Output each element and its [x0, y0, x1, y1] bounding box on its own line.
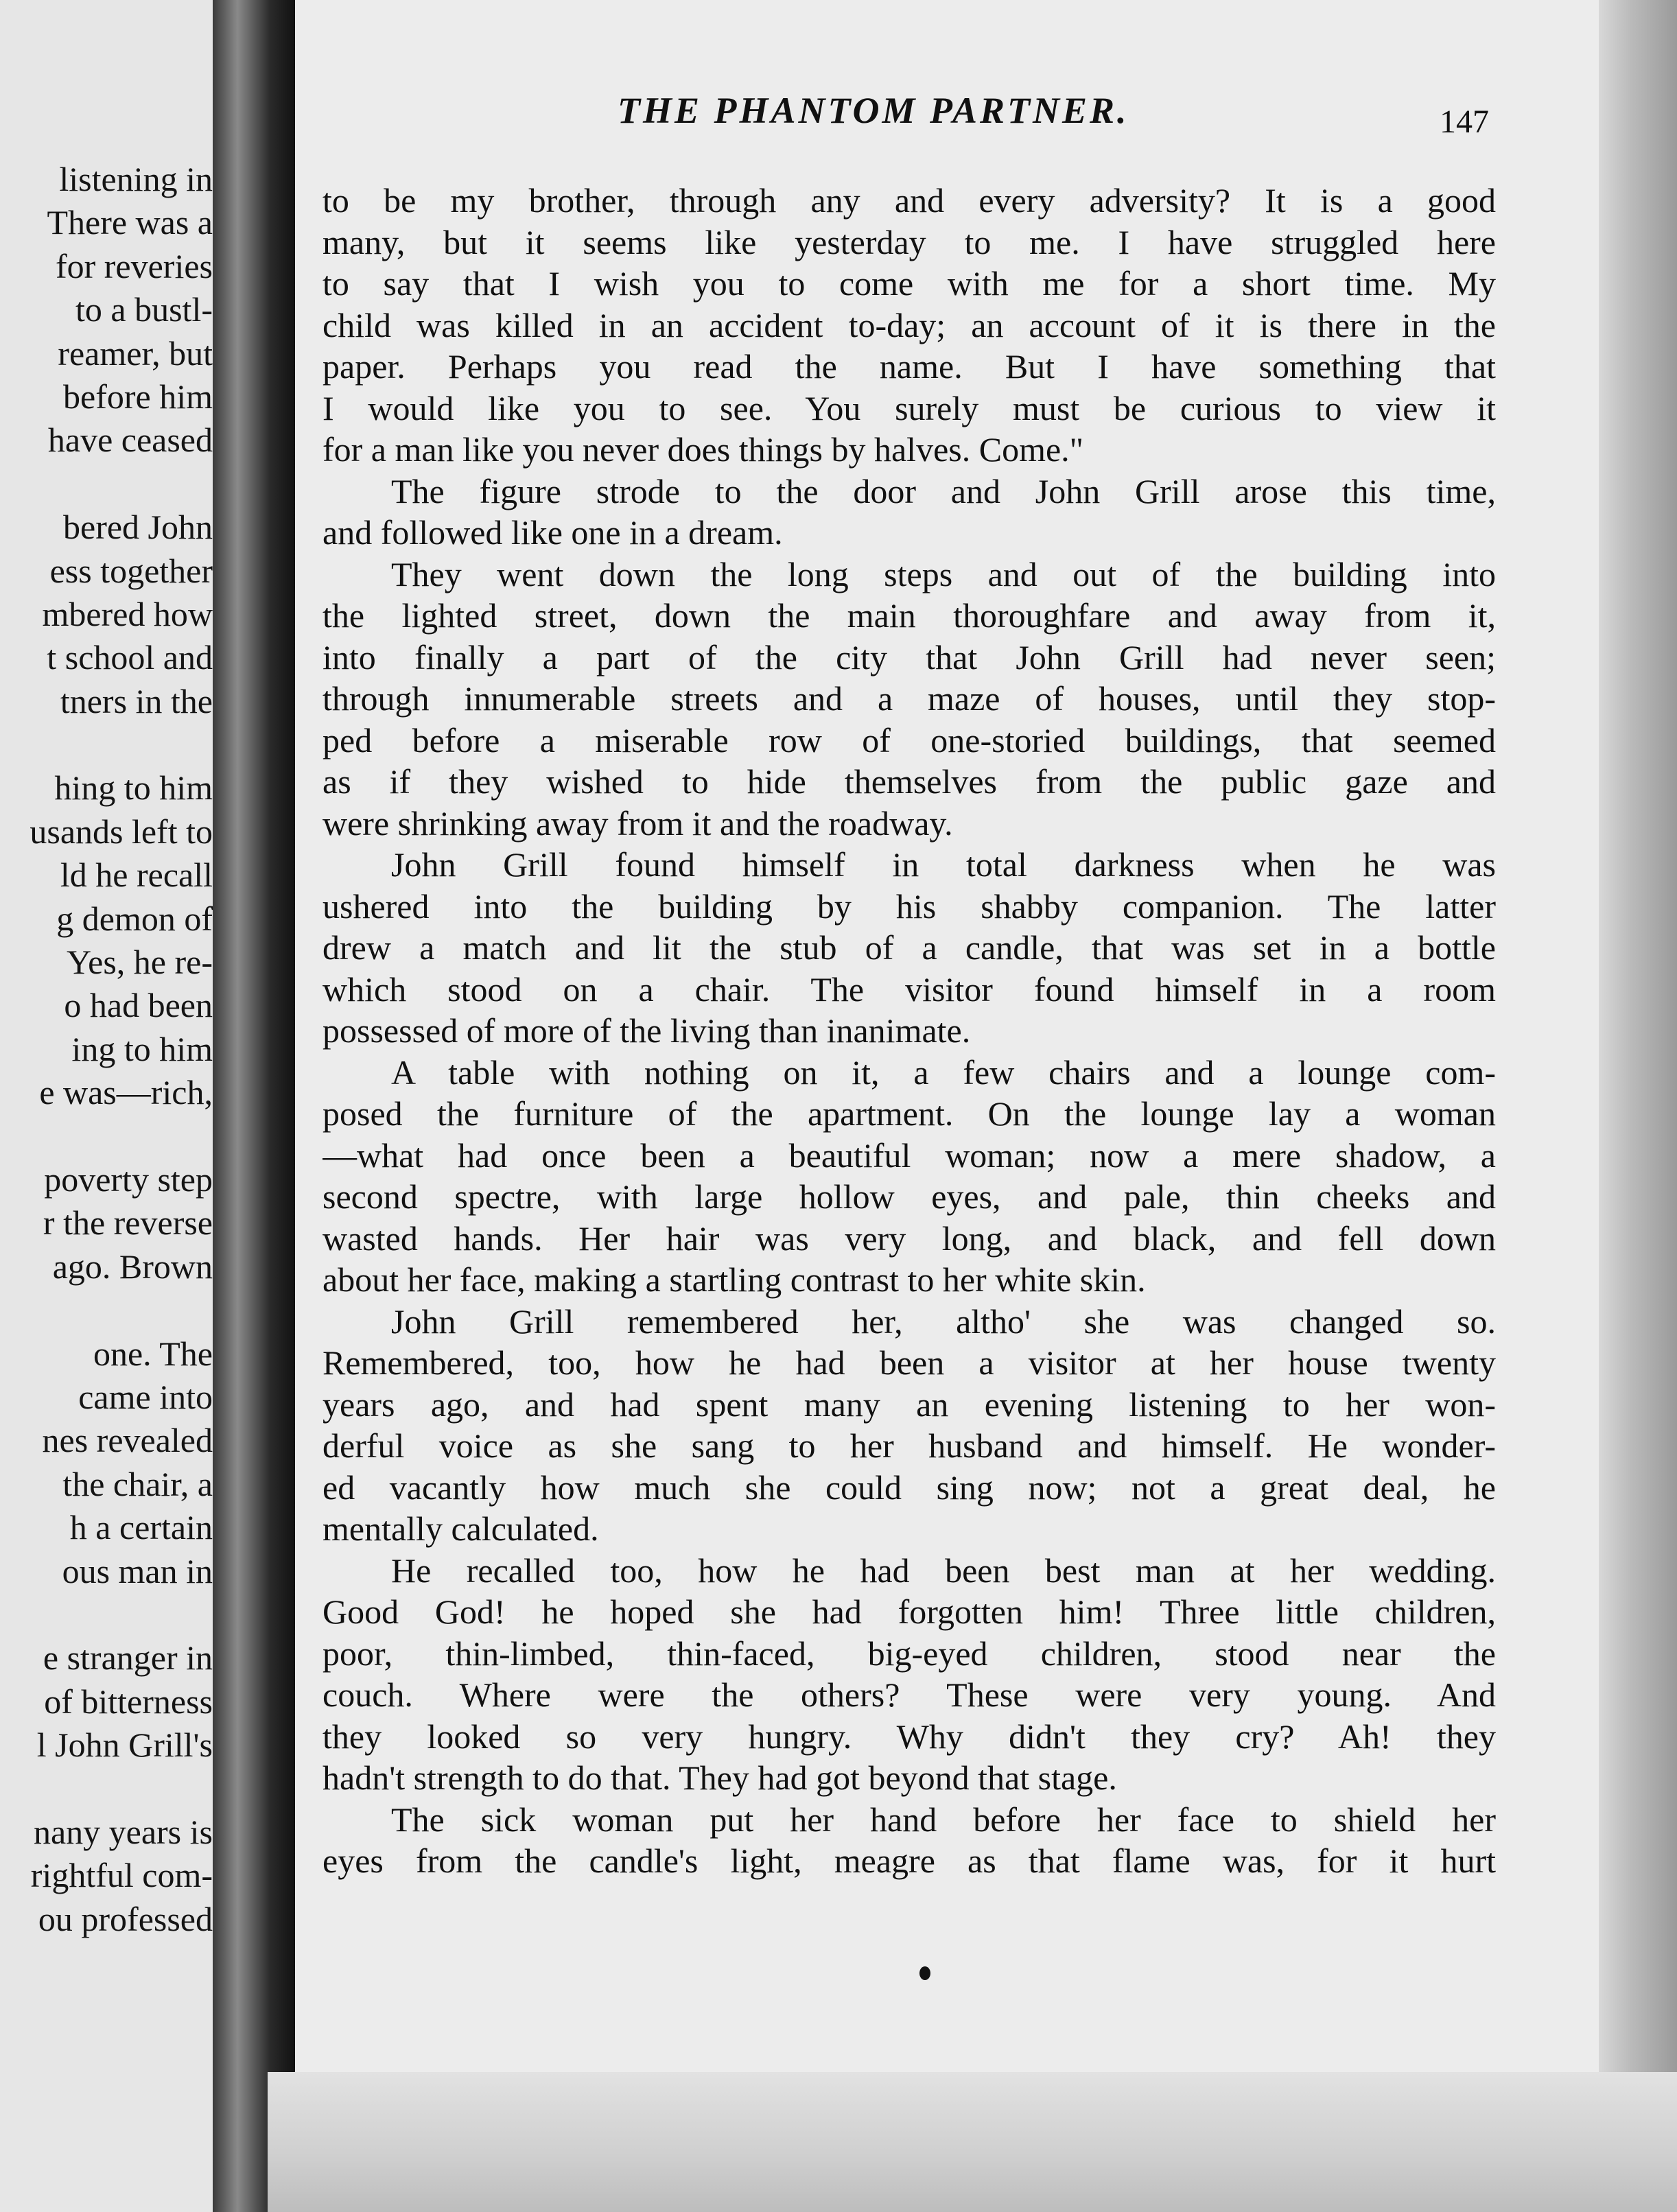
text-line: They went down the long steps and out of the building into [391, 554, 1496, 593]
left-gap [0, 723, 213, 766]
text-line: He recalled too, how he had been best man at her wedding. [391, 1551, 1496, 1590]
book-gutter [213, 0, 295, 2212]
text-line: which stood on a chair. The visitor found himself in a room [322, 969, 1496, 1009]
text-line: derful voice as she sang to her husband and himself. He wonder- [322, 1426, 1496, 1465]
text-line: posed the furniture of the apartment. On the lounge lay a woman [322, 1094, 1496, 1133]
left-gap [0, 1115, 213, 1158]
left-line: g demon of [56, 899, 213, 938]
text-line: possessed of more of the living than inanimate. [322, 1011, 971, 1050]
left-line: Yes, he re- [67, 943, 213, 982]
left-line: e was—rich, [39, 1073, 213, 1112]
left-line: to a bustl- [75, 290, 213, 329]
left-line: for reveries [55, 246, 213, 285]
text-line: wasted hands. Her hair was very long, and black, and fell down [322, 1219, 1496, 1258]
left-line: reamer, but [58, 333, 213, 373]
left-gap [0, 1593, 213, 1636]
left-line: o had been [64, 986, 213, 1025]
left-line: There was a [47, 203, 213, 242]
text-line: into finally a part of the city that John Grill had never seen; [322, 637, 1496, 676]
text-line: The sick woman put her hand before her face to shield her [391, 1800, 1496, 1839]
text-line: John Grill found himself in total darkness when he was [391, 845, 1496, 884]
left-line: ld he recall [60, 856, 213, 895]
left-line: nes revealed [42, 1421, 213, 1460]
text-line: John Grill remembered her, altho' she was changed so. [391, 1302, 1496, 1341]
text-line: ushered into the building by his shabby companion. The latter [322, 886, 1496, 926]
left-line: usands left to [30, 812, 213, 851]
left-page-text [0, 158, 213, 1941]
text-line: I would like you to see. You surely must be curious to view it [322, 388, 1496, 427]
text-line: poor, thin-limbed, thin-faced, big-eyed children, stood near the [322, 1634, 1496, 1673]
left-gap [0, 1289, 213, 1332]
text-line: second spectre, with large hollow eyes, and pale, thin cheeks and [322, 1177, 1496, 1216]
text-line: as if they wished to hide themselves from the public gaze and [322, 762, 1496, 801]
left-line: hing to him [54, 768, 213, 808]
text-line: couch. Where were the others? These were very young. And [322, 1675, 1496, 1714]
text-line: hadn't strength to do that. They had got beyond that stage. [322, 1758, 1117, 1797]
left-line: of bitterness [44, 1682, 213, 1721]
text-line: about her face, making a startling contrast to her white skin. [322, 1260, 1146, 1299]
left-gap [0, 462, 213, 506]
text-line: eyes from the candle's light, meagre as that flame was, for it hurt [322, 1842, 1496, 1880]
left-line: h a certain [69, 1508, 213, 1547]
text-line: to say that I wish you to come with me for a short time. My [322, 264, 1496, 303]
left-line: came into [78, 1377, 213, 1416]
left-line: ago. Brown [52, 1247, 213, 1286]
left-line: rightful com- [30, 1856, 213, 1895]
left-line: ous man in [62, 1551, 213, 1590]
text-line: many, but it seems like yesterday to me. I have struggled here [322, 222, 1496, 261]
left-line: listening in [59, 160, 213, 198]
text-line: they looked so very hungry. Why didn't they cry? Ah! they [322, 1717, 1496, 1756]
left-line: the chair, a [62, 1464, 213, 1503]
text-line: through innumerable streets and a maze of houses, until they stop- [322, 679, 1496, 718]
ink-dot-mark [919, 1966, 930, 1980]
body-text [322, 180, 1496, 1882]
text-line: for a man like you never does things by halves. Come." [322, 430, 1084, 469]
text-line: mentally calculated. [322, 1509, 599, 1548]
left-page [0, 0, 213, 2212]
text-line: A table with nothing on it, a few chairs and a lounge com- [391, 1052, 1496, 1092]
text-line: Remembered, too, how he had been a visitor at her house twenty [322, 1343, 1496, 1382]
running-head: THE PHANTOM PARTNER. [618, 90, 1129, 131]
left-line: r the reverse [43, 1203, 213, 1243]
left-line: nany years is [33, 1812, 213, 1851]
left-line: ing to him [71, 1029, 213, 1068]
left-line: ou professed [38, 1899, 213, 1938]
text-line: —what had once been a beautiful woman; now a mere shadow, a [322, 1136, 1496, 1175]
left-line: bered John [63, 508, 213, 547]
left-line: tners in the [60, 681, 213, 720]
left-line: poverty step [44, 1160, 213, 1199]
text-line: the lighted street, down the main thoroughfare and away from it, [322, 596, 1496, 635]
left-line: one. The [93, 1334, 213, 1373]
text-line: to be my brother, through any and every adversity? It is a good [322, 181, 1496, 220]
text-line: child was killed in an accident to-day; an account of it is there in the [322, 305, 1496, 344]
text-line: drew a match and lit the stub of a candle, that was set in a bottle [322, 928, 1496, 967]
left-line: have ceased [47, 421, 213, 460]
page-number: 147 [1440, 104, 1489, 140]
page-edge [1599, 0, 1677, 2212]
text-line: years ago, and had spent many an evening listening to her won- [322, 1385, 1496, 1424]
text-line: ed vacantly how much she could sing now; not a great deal, he [322, 1468, 1496, 1507]
text-line: and followed like one in a dream. [322, 513, 783, 552]
text-line: paper. Perhaps you read the name. But I have something that [322, 347, 1496, 386]
left-line: e stranger in [43, 1638, 213, 1678]
text-line: The figure strode to the door and John Grill arose this time, [391, 471, 1496, 510]
text-line: Good God! he hoped she had forgotten him! Three little children, [322, 1592, 1496, 1631]
left-gap [0, 1767, 213, 1810]
left-line: ess together [49, 551, 213, 590]
text-line: ped before a miserable row of one-storied buildings, that seemed [322, 720, 1496, 760]
left-line: mbered how [42, 594, 213, 633]
left-line: l John Grill's [36, 1726, 213, 1765]
text-line: were shrinking away from it and the roadway. [322, 803, 953, 843]
page-bottom-margin [268, 2072, 1677, 2212]
left-line: t school and [47, 638, 213, 677]
left-line: before him [63, 377, 213, 416]
